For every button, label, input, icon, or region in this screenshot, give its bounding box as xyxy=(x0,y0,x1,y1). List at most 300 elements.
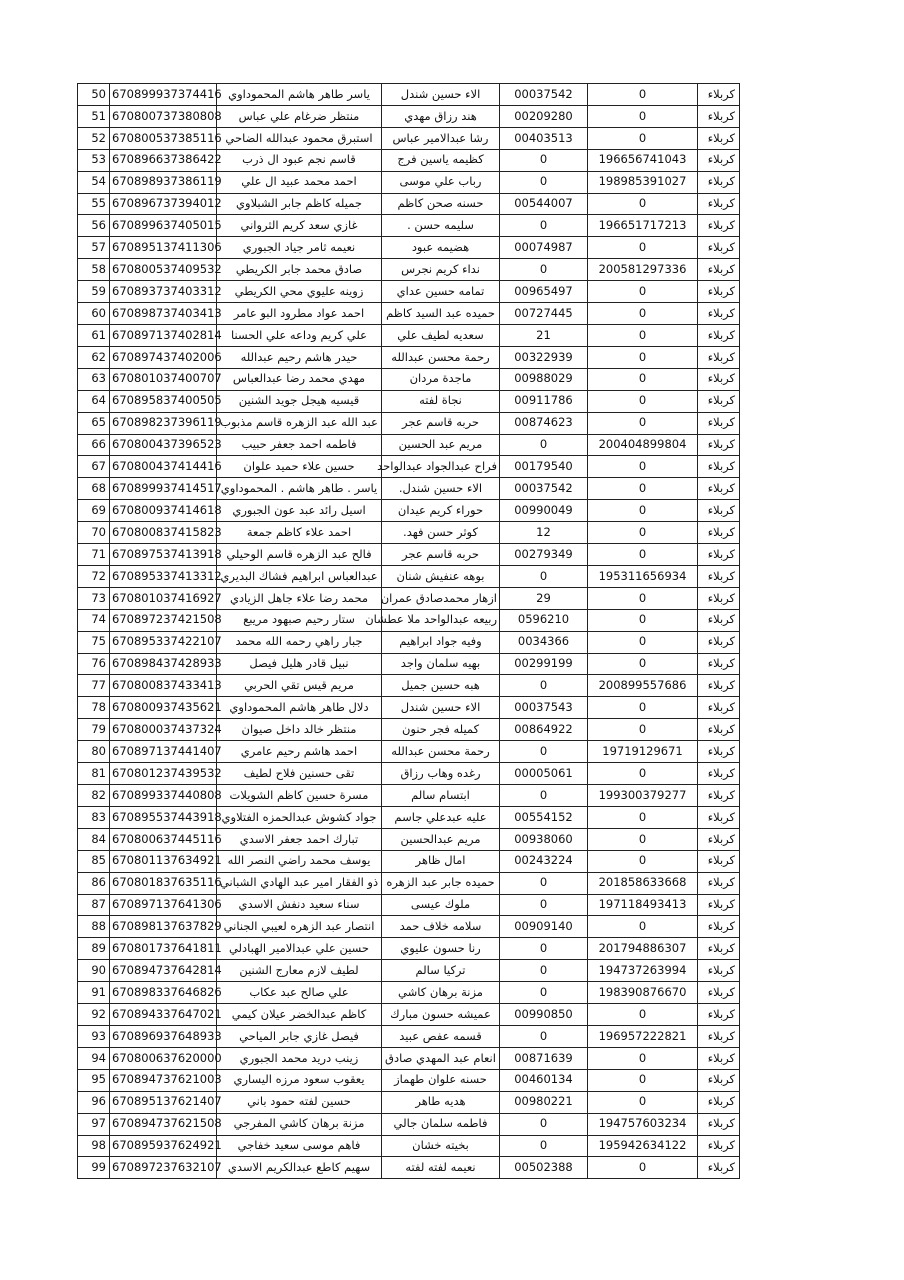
id-number: 670800537385116 xyxy=(110,127,217,149)
record-code: 0 xyxy=(500,741,588,763)
id-number: 670896637386422 xyxy=(110,149,217,171)
reference-number: 0 xyxy=(588,324,698,346)
mother-name: حسنه صحن كاظم xyxy=(382,193,500,215)
full-name: تقى حسنين فلاح لطيف xyxy=(217,763,382,785)
id-number: 670800937414618 xyxy=(110,500,217,522)
row-sequence: 83 xyxy=(78,806,110,828)
governorate: كربلاء xyxy=(698,303,740,325)
id-number: 670895837400505 xyxy=(110,390,217,412)
mother-name: نجاة لفته xyxy=(382,390,500,412)
table-row xyxy=(78,675,740,697)
record-code: 0 xyxy=(500,215,588,237)
record-code: 00074987 xyxy=(500,237,588,259)
mother-name: كظيمه ياسين فرج xyxy=(382,149,500,171)
governorate: كربلاء xyxy=(698,127,740,149)
id-number: 670898937386119 xyxy=(110,171,217,193)
full-name: تبارك احمد جعفر الاسدي xyxy=(217,828,382,850)
full-name: اسيل رائد عبد عون الجبوري xyxy=(217,500,382,522)
id-number: 670898437428933 xyxy=(110,653,217,675)
full-name: نبيل قادر هليل فيصل xyxy=(217,653,382,675)
record-code: 00209280 xyxy=(500,105,588,127)
full-name: ذو الفقار امير عبد الهادي الشباني xyxy=(217,872,382,894)
governorate: كربلاء xyxy=(698,960,740,982)
reference-number: 198390876670 xyxy=(588,982,698,1004)
record-code: 0 xyxy=(500,1135,588,1157)
full-name: فيصل غازي جابر المياحي xyxy=(217,1025,382,1047)
table-row xyxy=(78,697,740,719)
record-code: 0 xyxy=(500,785,588,807)
governorate: كربلاء xyxy=(698,500,740,522)
row-sequence: 70 xyxy=(78,522,110,544)
mother-name: سليمه حسن . xyxy=(382,215,500,237)
id-number: 670895137621407 xyxy=(110,1091,217,1113)
governorate: كربلاء xyxy=(698,587,740,609)
row-sequence: 68 xyxy=(78,478,110,500)
id-number: 670898337646826 xyxy=(110,982,217,1004)
record-code: 00243224 xyxy=(500,850,588,872)
mother-name: حربه قاسم عجر xyxy=(382,412,500,434)
id-number: 670897137641306 xyxy=(110,894,217,916)
table-row xyxy=(78,565,740,587)
mother-name: كوثر حسن فهد. xyxy=(382,522,500,544)
id-number: 670897137441407 xyxy=(110,741,217,763)
record-code: 00179540 xyxy=(500,456,588,478)
governorate: كربلاء xyxy=(698,653,740,675)
full-name: جبار راهي رحمه الله محمد xyxy=(217,631,382,653)
governorate: كربلاء xyxy=(698,1025,740,1047)
id-number: 670895537443918 xyxy=(110,806,217,828)
table-row xyxy=(78,1047,740,1069)
row-sequence: 71 xyxy=(78,544,110,566)
full-name: قاسم نجم عبود ال ذرب xyxy=(217,149,382,171)
mother-name: سلامه خلاف حمد xyxy=(382,916,500,938)
reference-number: 200404899804 xyxy=(588,434,698,456)
table-row xyxy=(78,390,740,412)
row-sequence: 54 xyxy=(78,171,110,193)
governorate: كربلاء xyxy=(698,1113,740,1135)
mother-name: بخيته خشان xyxy=(382,1135,500,1157)
reference-number: 0 xyxy=(588,127,698,149)
mother-name: انعام عبد المهدي صادق xyxy=(382,1047,500,1069)
table-row xyxy=(78,544,740,566)
record-code: 21 xyxy=(500,324,588,346)
record-code: 00911786 xyxy=(500,390,588,412)
row-sequence: 56 xyxy=(78,215,110,237)
full-name: انتصار عبد الزهره لعيبي الجناني xyxy=(217,916,382,938)
table-row xyxy=(78,500,740,522)
mother-name: عليه عبدعلي جاسم xyxy=(382,806,500,828)
row-sequence: 67 xyxy=(78,456,110,478)
id-number: 670898237396119 xyxy=(110,412,217,434)
reference-number: 0 xyxy=(588,237,698,259)
id-number: 670897237421508 xyxy=(110,609,217,631)
row-sequence: 92 xyxy=(78,1004,110,1026)
table-row xyxy=(78,1025,740,1047)
record-code: 00322939 xyxy=(500,346,588,368)
governorate: كربلاء xyxy=(698,872,740,894)
table-row xyxy=(78,609,740,631)
table-row xyxy=(78,653,740,675)
governorate: كربلاء xyxy=(698,631,740,653)
table-row xyxy=(78,1135,740,1157)
governorate: كربلاء xyxy=(698,259,740,281)
reference-number: 0 xyxy=(588,84,698,106)
mother-name: حميده عبد السيد كاظم xyxy=(382,303,500,325)
mother-name: رغده وهاب رزاق xyxy=(382,763,500,785)
governorate: كربلاء xyxy=(698,894,740,916)
id-number: 670896937648933 xyxy=(110,1025,217,1047)
table-row xyxy=(78,1113,740,1135)
mother-name: ابتسام سالم xyxy=(382,785,500,807)
row-sequence: 87 xyxy=(78,894,110,916)
id-number: 670898137637829 xyxy=(110,916,217,938)
record-code: 00871639 xyxy=(500,1047,588,1069)
table-row xyxy=(78,1091,740,1113)
full-name: حسين علاء حميد علوان xyxy=(217,456,382,478)
reference-number: 0 xyxy=(588,719,698,741)
row-sequence: 79 xyxy=(78,719,110,741)
reference-number: 0 xyxy=(588,281,698,303)
id-number: 670897537413918 xyxy=(110,544,217,566)
table-row xyxy=(78,938,740,960)
governorate: كربلاء xyxy=(698,281,740,303)
row-sequence: 61 xyxy=(78,324,110,346)
reference-number: 0 xyxy=(588,390,698,412)
record-code: 00980221 xyxy=(500,1091,588,1113)
table-row xyxy=(78,982,740,1004)
id-number: 670894337647021 xyxy=(110,1004,217,1026)
record-code: 0 xyxy=(500,171,588,193)
governorate: كربلاء xyxy=(698,368,740,390)
governorate: كربلاء xyxy=(698,1069,740,1091)
table-row xyxy=(78,456,740,478)
mother-name: رحمة محسن عبدالله xyxy=(382,741,500,763)
mother-name: رشا عبدالامير عباس xyxy=(382,127,500,149)
reference-number: 0 xyxy=(588,763,698,785)
full-name: حسين علي عبدالامير الهبادلي xyxy=(217,938,382,960)
mother-name: وفيه جواد ابراهيم xyxy=(382,631,500,653)
row-sequence: 84 xyxy=(78,828,110,850)
mother-name: حسنه علوان طهماز xyxy=(382,1069,500,1091)
row-sequence: 81 xyxy=(78,763,110,785)
row-sequence: 78 xyxy=(78,697,110,719)
reference-number: 0 xyxy=(588,587,698,609)
mother-name: نداء كريم نجرس xyxy=(382,259,500,281)
table-row xyxy=(78,171,740,193)
record-code: 00874623 xyxy=(500,412,588,434)
reference-number: 0 xyxy=(588,412,698,434)
full-name: منتظر ضرغام علي عباس xyxy=(217,105,382,127)
governorate: كربلاء xyxy=(698,237,740,259)
full-name: علي كريم وداعه علي الحسنا xyxy=(217,324,382,346)
row-sequence: 80 xyxy=(78,741,110,763)
table-row xyxy=(78,872,740,894)
records-table xyxy=(77,83,740,1179)
record-code: 0 xyxy=(500,1113,588,1135)
full-name: منتظر خالد داخل صيوان xyxy=(217,719,382,741)
record-code: 00279349 xyxy=(500,544,588,566)
table-row xyxy=(78,281,740,303)
governorate: كربلاء xyxy=(698,105,740,127)
reference-number: 0 xyxy=(588,500,698,522)
id-number: 670800737380808 xyxy=(110,105,217,127)
mother-name: بوهه عنفيش شنان xyxy=(382,565,500,587)
record-code: 00403513 xyxy=(500,127,588,149)
row-sequence: 69 xyxy=(78,500,110,522)
row-sequence: 52 xyxy=(78,127,110,149)
row-sequence: 75 xyxy=(78,631,110,653)
table-row xyxy=(78,193,740,215)
governorate: كربلاء xyxy=(698,785,740,807)
mother-name: عميشه حسون مبارك xyxy=(382,1004,500,1026)
row-sequence: 95 xyxy=(78,1069,110,1091)
id-number: 670894737621003 xyxy=(110,1069,217,1091)
reference-number: 0 xyxy=(588,609,698,631)
row-sequence: 97 xyxy=(78,1113,110,1135)
row-sequence: 96 xyxy=(78,1091,110,1113)
table-row xyxy=(78,412,740,434)
record-code: 00990049 xyxy=(500,500,588,522)
id-number: 670800837433413 xyxy=(110,675,217,697)
row-sequence: 82 xyxy=(78,785,110,807)
mother-name: هند رزاق مهدي xyxy=(382,105,500,127)
table-row xyxy=(78,522,740,544)
row-sequence: 62 xyxy=(78,346,110,368)
id-number: 670893737403312 xyxy=(110,281,217,303)
row-sequence: 65 xyxy=(78,412,110,434)
mother-name: حوراء كريم عيدان xyxy=(382,500,500,522)
mother-name: الاء حسين شندل xyxy=(382,84,500,106)
id-number: 670800437396523 xyxy=(110,434,217,456)
mother-name: هديه طاهر xyxy=(382,1091,500,1113)
full-name: احمد عواد مطرود البو عامر xyxy=(217,303,382,325)
record-code: 12 xyxy=(500,522,588,544)
full-name: مزنة برهان كاشي المفرجي xyxy=(217,1113,382,1135)
id-number: 670801837635116 xyxy=(110,872,217,894)
record-code: 0 xyxy=(500,149,588,171)
record-code: 0034366 xyxy=(500,631,588,653)
reference-number: 201794886307 xyxy=(588,938,698,960)
table-row xyxy=(78,1004,740,1026)
id-number: 670800637620000 xyxy=(110,1047,217,1069)
full-name: جواد كشوش عبدالحمزه الفتلاوي xyxy=(217,806,382,828)
mother-name: حميده جابر عبد الزهره xyxy=(382,872,500,894)
governorate: كربلاء xyxy=(698,346,740,368)
record-code: 0 xyxy=(500,894,588,916)
governorate: كربلاء xyxy=(698,741,740,763)
row-sequence: 73 xyxy=(78,587,110,609)
mother-name: ازهار محمدصادق عمران xyxy=(382,587,500,609)
full-name: حيدر هاشم رحيم عبدالله xyxy=(217,346,382,368)
record-code: 0 xyxy=(500,1025,588,1047)
row-sequence: 90 xyxy=(78,960,110,982)
reference-number: 0 xyxy=(588,828,698,850)
table-row xyxy=(78,237,740,259)
id-number: 670801237439532 xyxy=(110,763,217,785)
table-row xyxy=(78,785,740,807)
table-row xyxy=(78,105,740,127)
full-name: زوينه عليوي محي الكريطي xyxy=(217,281,382,303)
row-sequence: 86 xyxy=(78,872,110,894)
id-number: 670800037437324 xyxy=(110,719,217,741)
full-name: يوسف محمد راضي النصر الله xyxy=(217,850,382,872)
row-sequence: 93 xyxy=(78,1025,110,1047)
full-name: جميله كاظم جابر الشبلاوي xyxy=(217,193,382,215)
governorate: كربلاء xyxy=(698,806,740,828)
reference-number: 200899557686 xyxy=(588,675,698,697)
row-sequence: 53 xyxy=(78,149,110,171)
full-name: عبد الله عبد الزهره قاسم مذبوب xyxy=(217,412,382,434)
id-number: 670800837415823 xyxy=(110,522,217,544)
full-name: كاظم عبدالخضر عيلان كيمي xyxy=(217,1004,382,1026)
table-row xyxy=(78,1069,740,1091)
id-number: 670894737642814 xyxy=(110,960,217,982)
row-sequence: 60 xyxy=(78,303,110,325)
id-number: 670897137402814 xyxy=(110,324,217,346)
mother-name: فاطمه سلمان جالي xyxy=(382,1113,500,1135)
reference-number: 0 xyxy=(588,1157,698,1179)
record-code: 0 xyxy=(500,434,588,456)
id-number: 670896737394012 xyxy=(110,193,217,215)
full-name: نعيمه ثامر جياد الجبوري xyxy=(217,237,382,259)
row-sequence: 64 xyxy=(78,390,110,412)
record-code: 0 xyxy=(500,675,588,697)
reference-number: 0 xyxy=(588,456,698,478)
mother-name: نعيمه لفته لفته xyxy=(382,1157,500,1179)
table-row xyxy=(78,478,740,500)
record-code: 00037542 xyxy=(500,478,588,500)
full-name: ستار رحيم صبهود مريبع xyxy=(217,609,382,631)
reference-number: 201858633668 xyxy=(588,872,698,894)
record-code: 00965497 xyxy=(500,281,588,303)
reference-number: 0 xyxy=(588,368,698,390)
record-code: 0 xyxy=(500,960,588,982)
record-code: 29 xyxy=(500,587,588,609)
governorate: كربلاء xyxy=(698,412,740,434)
table-row xyxy=(78,850,740,872)
full-name: مسرة حسين كاظم الشويلات xyxy=(217,785,382,807)
mother-name: امال ظاهر xyxy=(382,850,500,872)
full-name: سهيم كاطع عبدالكريم الاسدي xyxy=(217,1157,382,1179)
mother-name: حربه قاسم عجر xyxy=(382,544,500,566)
row-sequence: 57 xyxy=(78,237,110,259)
id-number: 670899637405015 xyxy=(110,215,217,237)
table-row xyxy=(78,741,740,763)
mother-name: رنا حسون عليوي xyxy=(382,938,500,960)
id-number: 670898737403413 xyxy=(110,303,217,325)
reference-number: 0 xyxy=(588,806,698,828)
row-sequence: 55 xyxy=(78,193,110,215)
governorate: كربلاء xyxy=(698,456,740,478)
record-code: 00938060 xyxy=(500,828,588,850)
row-sequence: 58 xyxy=(78,259,110,281)
reference-number: 0 xyxy=(588,850,698,872)
full-name: لطيف لازم معارج الشنين xyxy=(217,960,382,982)
reference-number: 0 xyxy=(588,193,698,215)
id-number: 670895337413312 xyxy=(110,565,217,587)
governorate: كربلاء xyxy=(698,850,740,872)
full-name: ياسر طاهر هاشم المحموداوي xyxy=(217,84,382,106)
full-name: فالح عبد الزهره قاسم الوحيلي xyxy=(217,544,382,566)
mother-name: تمامه حسين عداي xyxy=(382,281,500,303)
row-sequence: 98 xyxy=(78,1135,110,1157)
reference-number: 200581297336 xyxy=(588,259,698,281)
governorate: كربلاء xyxy=(698,544,740,566)
table-row xyxy=(78,894,740,916)
reference-number: 196651717213 xyxy=(588,215,698,237)
record-code: 00005061 xyxy=(500,763,588,785)
reference-number: 199300379277 xyxy=(588,785,698,807)
governorate: كربلاء xyxy=(698,982,740,1004)
full-name: مهدي محمد رضا عبدالعباس xyxy=(217,368,382,390)
record-code: 00544007 xyxy=(500,193,588,215)
full-name: علي صالح عبد عكاب xyxy=(217,982,382,1004)
governorate: كربلاء xyxy=(698,1004,740,1026)
record-code: 0596210 xyxy=(500,609,588,631)
governorate: كربلاء xyxy=(698,828,740,850)
row-sequence: 76 xyxy=(78,653,110,675)
row-sequence: 99 xyxy=(78,1157,110,1179)
mother-name: مزنة برهان كاشي xyxy=(382,982,500,1004)
mother-name: مريم عبد الحسين xyxy=(382,434,500,456)
row-sequence: 63 xyxy=(78,368,110,390)
id-number: 670800437414416 xyxy=(110,456,217,478)
row-sequence: 66 xyxy=(78,434,110,456)
reference-number: 195942634122 xyxy=(588,1135,698,1157)
reference-number: 0 xyxy=(588,916,698,938)
id-number: 670895137411306 xyxy=(110,237,217,259)
record-code: 00909140 xyxy=(500,916,588,938)
row-sequence: 89 xyxy=(78,938,110,960)
record-code: 00990850 xyxy=(500,1004,588,1026)
record-code: 0 xyxy=(500,872,588,894)
id-number: 670894737621508 xyxy=(110,1113,217,1135)
id-number: 670895937624921 xyxy=(110,1135,217,1157)
full-name: دلال طاهر هاشم المحموداوي xyxy=(217,697,382,719)
reference-number: 0 xyxy=(588,544,698,566)
record-code: 00554152 xyxy=(500,806,588,828)
id-number: 670801137634921 xyxy=(110,850,217,872)
governorate: كربلاء xyxy=(698,697,740,719)
mother-name: رباب علي موسى xyxy=(382,171,500,193)
governorate: كربلاء xyxy=(698,522,740,544)
reference-number: 196957222821 xyxy=(588,1025,698,1047)
full-name: غازي سعد كريم الثرواني xyxy=(217,215,382,237)
table-row xyxy=(78,763,740,785)
reference-number: 0 xyxy=(588,522,698,544)
record-code: 0 xyxy=(500,565,588,587)
governorate: كربلاء xyxy=(698,938,740,960)
reference-number: 0 xyxy=(588,1004,698,1026)
mother-name: ربيعه عبدالواحد ملا عطشان xyxy=(382,609,500,631)
id-number: 670895337422107 xyxy=(110,631,217,653)
governorate: كربلاء xyxy=(698,149,740,171)
full-name: يعقوب سعود مرزه اليساري xyxy=(217,1069,382,1091)
governorate: كربلاء xyxy=(698,609,740,631)
id-number: 670899937414517 xyxy=(110,478,217,500)
table-row xyxy=(78,1157,740,1179)
id-number: 670897437402006 xyxy=(110,346,217,368)
mother-name: رحمة محسن عبدالله xyxy=(382,346,500,368)
full-name: فاهم موسى سعيد خفاجي xyxy=(217,1135,382,1157)
mother-name: بهيه سلمان واجد xyxy=(382,653,500,675)
reference-number: 19719129671 xyxy=(588,741,698,763)
reference-number: 195311656934 xyxy=(588,565,698,587)
id-number: 670800537409532 xyxy=(110,259,217,281)
governorate: كربلاء xyxy=(698,171,740,193)
full-name: عبدالعباس ابراهيم فشاك البديري xyxy=(217,565,382,587)
table-row xyxy=(78,719,740,741)
